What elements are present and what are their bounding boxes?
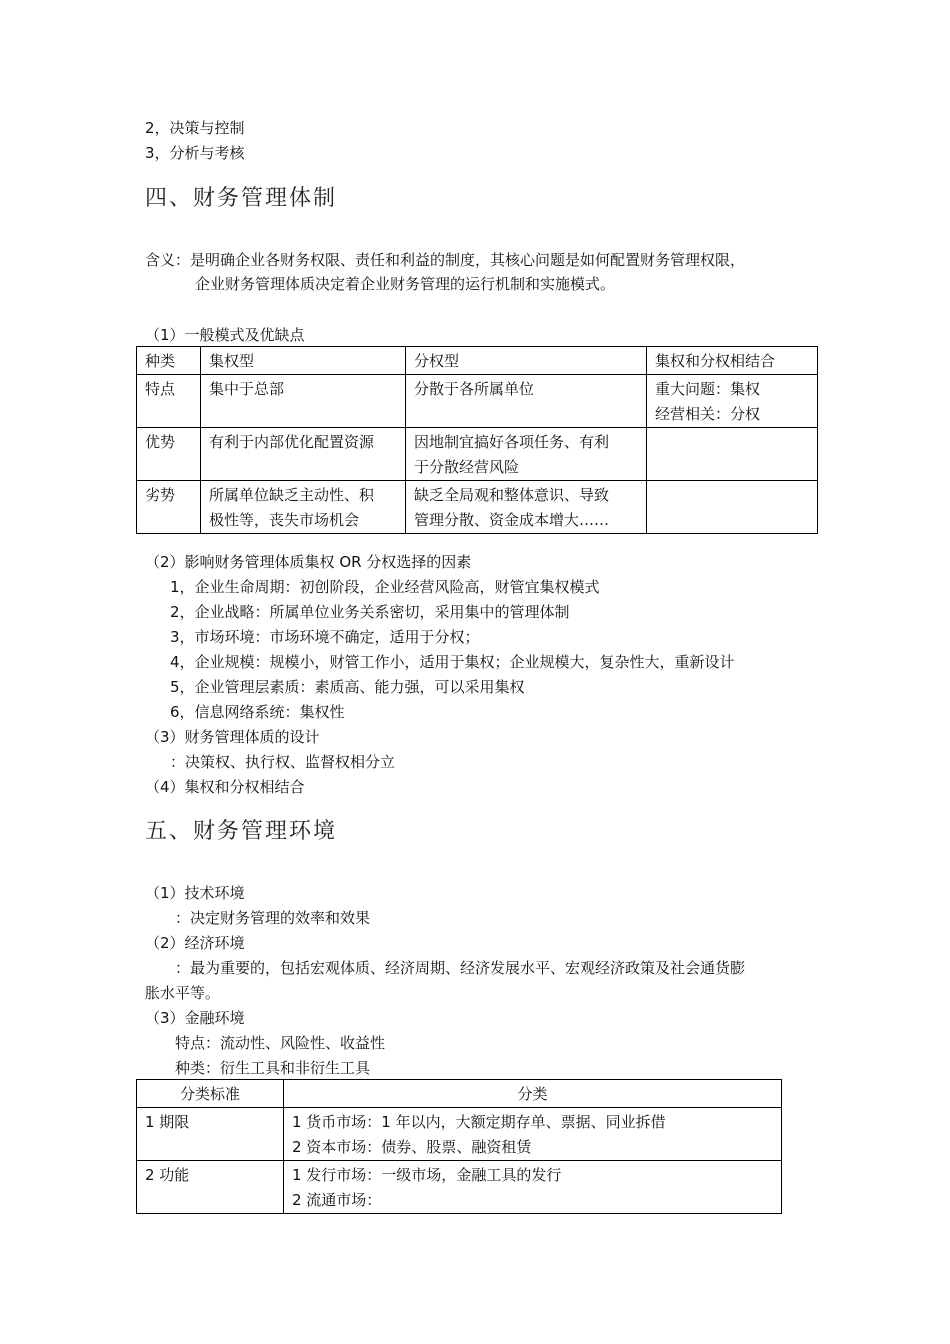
finance-features: 特点：流动性、风险性、收益性	[175, 1034, 386, 1052]
row-label: 优势	[137, 428, 201, 481]
table-row	[137, 1108, 782, 1161]
header-cell: 集权型	[201, 347, 406, 375]
table-cell	[201, 428, 406, 481]
table-cell	[406, 428, 647, 481]
subsection-title-combined: （4）集权和分权相结合	[145, 778, 305, 796]
header-cell: 分权型	[406, 347, 647, 375]
table-cell	[406, 481, 647, 534]
subsection-title-design: （3）财务管理体质的设计	[145, 728, 320, 746]
table-cell	[647, 375, 818, 428]
section5-heading: 五、财务管理环境	[145, 819, 338, 844]
definition-line-2: 企业财务管理体质决定着企业财务管理的运行机制和实施模式。	[195, 275, 616, 293]
cell-text: 1 发行市场：一级市场，金融工具的发行	[292, 1166, 562, 1184]
table-cell-empty	[647, 481, 818, 534]
list-item-decision: 2，决策与控制	[145, 119, 245, 137]
factor-item: 1，企业生命周期：初创阶段，企业经营风险高，财管宜集权模式	[170, 578, 600, 596]
subsection-title-tech: （1）技术环境	[145, 884, 245, 902]
table-cell-empty	[647, 428, 818, 481]
market-table	[136, 1079, 782, 1214]
table-row	[137, 375, 818, 428]
table-cell	[201, 481, 406, 534]
table-row	[137, 481, 818, 534]
header-cell: 分类标准	[137, 1080, 284, 1108]
row-label: 2 功能	[137, 1161, 284, 1214]
factor-item: 5，企业管理层素质：素质高、能力强，可以采用集权	[170, 678, 525, 696]
economy-text-1: ：最为重要的，包括宏观体质、经济周期、经济发展水平、宏观经济政策及社会通货膨	[175, 959, 746, 977]
cell-text: 2 资本市场：债券、股票、融资租赁	[292, 1138, 532, 1156]
header-cell: 种类	[137, 347, 201, 375]
design-text: ：决策权、执行权、监督权相分立	[170, 753, 396, 771]
row-label: 特点	[137, 375, 201, 428]
header-cell: 集权和分权相结合	[647, 347, 818, 375]
finance-types: 种类：衍生工具和非衍生工具	[175, 1059, 371, 1077]
table-cell	[284, 1161, 782, 1214]
factor-item: 2，企业战略：所属单位业务关系密切，采用集中的管理体制	[170, 603, 570, 621]
cell-text: 于分散经营风险	[414, 458, 520, 476]
subsection-title-finance: （3）金融环境	[145, 1009, 245, 1027]
header-cell: 分类	[284, 1080, 782, 1108]
modes-table-header	[137, 347, 818, 375]
tech-text: ：决定财务管理的效率和效果	[175, 909, 371, 927]
table-row	[137, 428, 818, 481]
cell-text: 所属单位缺乏主动性、积	[209, 486, 375, 504]
cell-text: 1 货币市场：1 年以内，大额定期存单、票据、同业拆借	[292, 1113, 666, 1131]
economy-text-2: 胀水平等。	[145, 984, 221, 1002]
row-label: 1 期限	[137, 1108, 284, 1161]
list-item-analysis: 3，分析与考核	[145, 144, 245, 162]
section4-heading: 四、财务管理体制	[145, 186, 338, 211]
cell-text: 2 流通市场：	[292, 1191, 382, 1209]
subsection-title-economy: （2）经济环境	[145, 934, 245, 952]
cell-text: 集中于总部	[209, 380, 285, 398]
table-cell	[284, 1108, 782, 1161]
factor-item: 4，企业规模：规模小，财管工作小，适用于集权；企业规模大，复杂性大，重新设计	[170, 653, 735, 671]
cell-text: 有利于内部优化配置资源	[209, 433, 375, 451]
cell-text: 极性等，丧失市场机会	[209, 511, 360, 529]
row-label: 劣势	[137, 481, 201, 534]
subsection-title-general-modes: （1）一般模式及优缺点	[145, 326, 305, 344]
cell-text: 经营相关：分权	[655, 405, 761, 423]
definition-line-1: 含义：是明确企业各财务权限、责任和利益的制度，其核心问题是如何配置财务管理权限，	[145, 251, 746, 269]
subsection-title-factors: （2）影响财务管理体质集权 OR 分权选择的因素	[145, 553, 472, 571]
table-cell	[406, 375, 647, 428]
modes-table	[136, 346, 818, 534]
cell-text: 缺乏全局观和整体意识、导致	[414, 486, 610, 504]
cell-text: 分散于各所属单位	[414, 380, 535, 398]
table-row	[137, 1161, 782, 1214]
table-cell	[201, 375, 406, 428]
market-table-header	[137, 1080, 782, 1108]
factor-item: 3，市场环境：市场环境不确定，适用于分权；	[170, 628, 480, 646]
cell-text: 因地制宜搞好各项任务、有利	[414, 433, 610, 451]
cell-text: 管理分散、资金成本增大……	[414, 511, 610, 529]
factor-item: 6，信息网络系统：集权性	[170, 703, 345, 721]
cell-text: 重大问题：集权	[655, 380, 761, 398]
